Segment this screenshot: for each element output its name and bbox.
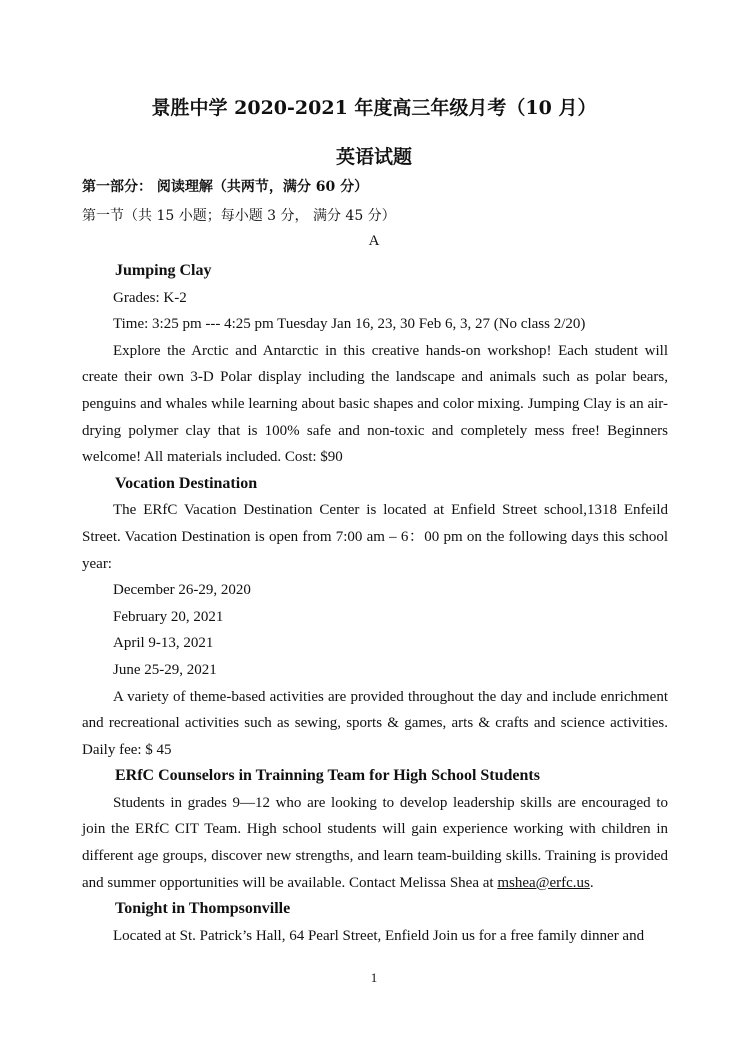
passage-content xyxy=(82,258,668,949)
vacation-heading: Vocation Destination xyxy=(115,474,258,492)
exam-subtitle: 英语试题 xyxy=(335,146,412,168)
jumping-clay-time: Time: 3:25 pm --- 4:25 pm Tuesday Jan 16, 23, 30 Feb 6, 3, 27 (No class 2/20) xyxy=(113,316,586,333)
jumping-clay-heading: Jumping Clay xyxy=(115,262,212,279)
vacation-date-2: February 20, 2021 xyxy=(113,608,224,625)
cit-body-end: . xyxy=(589,874,594,891)
vacation-date-3: April 9-13, 2021 xyxy=(113,635,214,652)
email-link[interactable]: mshea@erfc.us xyxy=(497,874,590,891)
passage-letter: A xyxy=(368,233,380,249)
jumping-clay-body: Explore the Arctic and Antarctic in this creative hands-on workshop! Each student will create their own 3-D Polar display including the landscape and animals such as polar bears, penguins and whales while learning about basic shapes and color mixing. Jumping Clay is an air-drying polymer clay that is 100% safe and non-toxic and completely mess free! Beginners welcome! All materials included. Cost: $90 xyxy=(82,342,668,466)
page-number: 1 xyxy=(370,970,378,985)
vacation-date-4: June 25-29, 2021 xyxy=(113,661,217,678)
vacation-activities: A variety of theme-based activities are provided throughout the day and include enrichment and recreational activities such as sewing, sports & games, arts & crafts and science activities. Daily fee: $ 45 xyxy=(82,688,668,758)
part-heading: 第一部分： 阅读理解（共两节，满分 60 分） xyxy=(82,179,369,195)
exam-title: 景胜中学 2020-2021 年度高三年级月考（10 月） xyxy=(151,97,597,119)
jumping-clay-grades: Grades: K-2 xyxy=(113,289,187,306)
cit-body-text: Students in grades 9—12 who are looking to develop leadership skills are encouraged to join the ERfC CIT Team. High school students will gain experience working with children in different age groups, discover new strengths, and learn team-building skills. Training is provided and summer opportunities will be available. Contact Melissa Shea at xyxy=(82,794,668,891)
vacation-date-1: December 26-29, 2020 xyxy=(113,582,251,599)
vacation-intro: The ERfC Vacation Destination Center is located at Enfield Street school,1318 Enfeild Street. Vacation Destination is open from 7:00 am – 6：00 pm on the following days this school year: xyxy=(82,502,668,572)
cit-body xyxy=(82,790,668,896)
cit-heading: ERfC Counselors in Trainning Team for High School Students xyxy=(115,767,540,785)
tonight-heading: Tonight in Thompsonville xyxy=(115,900,291,918)
tonight-body: Located at St. Patrick’s Hall, 64 Pearl Street, Enfield Join us for a free family dinner and xyxy=(113,927,645,944)
section-heading: 第一节（共 15 小题；每小题 3 分， 满分 45 分） xyxy=(82,208,396,224)
